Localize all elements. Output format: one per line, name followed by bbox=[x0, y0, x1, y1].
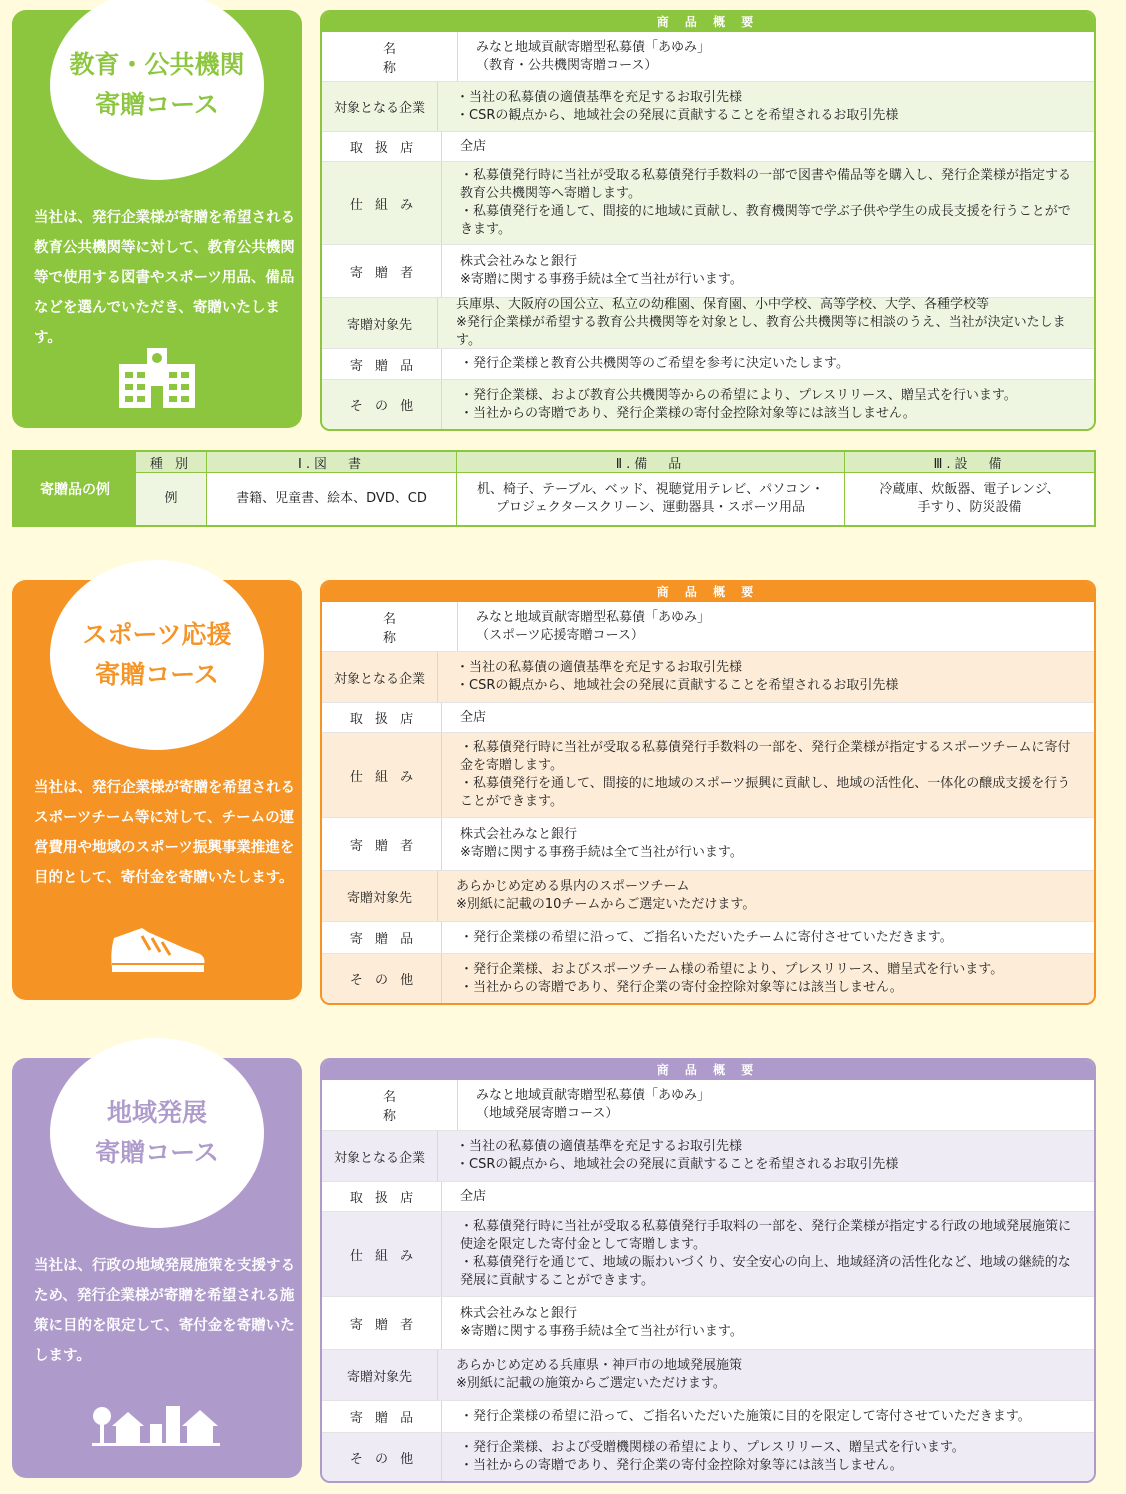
course-title-line2: 寄贈コース bbox=[95, 1138, 219, 1167]
row-key: 対象となる企業 bbox=[322, 82, 438, 131]
education-course-title-badge bbox=[50, 0, 264, 180]
row-value: 株式会社みなと銀行 ※寄贈に関する事務手続は全て当社が行います。 bbox=[460, 254, 743, 287]
row-key: そ の 他 bbox=[322, 380, 442, 429]
examples-label: 寄贈品の例 bbox=[14, 452, 136, 525]
course-title-line1: スポーツ応援 bbox=[82, 620, 232, 649]
table-row bbox=[322, 82, 1094, 132]
row-value: みなと地域貢献寄贈型私募債「あゆみ」 （地域発展寄贈コース） bbox=[476, 1088, 711, 1121]
row-key: 取 扱 店 bbox=[322, 1182, 442, 1211]
row-value: ・発行企業様、および受贈機関様の希望により、プレスリリース、贈呈式を行います。 ・当社からの寄贈であり、発行企業の寄付金控除対象等には該当しません。 bbox=[460, 1440, 965, 1473]
course-title-line1: 教育・公共機関 bbox=[69, 50, 245, 79]
row-value: ・当社の私募債の適債基準を充足するお取引先様 ・CSRの観点から、地域社会の発展に貢献することを希望されるお取引先様 bbox=[456, 1139, 899, 1172]
row-value: 兵庫県、大阪府の国公立、私立の幼稚園、保育園、小中学校、高等学校、大学、各種学校等 ※発行企業様が希望する教育公共機関等を対象とし、教育公共機関等に相談のうえ、当社が決定いたします。 bbox=[456, 297, 1066, 348]
row-value: 全店 bbox=[460, 709, 487, 725]
row-key: 寄贈対象先 bbox=[322, 298, 438, 348]
row-value: ・発行企業様の希望に沿って、ご指名いただいたチームに寄付させていただきます。 bbox=[460, 929, 953, 945]
row-value: ・私募債発行時に当社が受取る私募債発行手数料の一部で図書や備品等を購入し、発行企業様が指定する教育公共機関等へ寄贈します。 ・私募債発行を通して、間接的に地域に貢献し、教育機関等で学ぶ子供や学生の成長支援を行うことができます。 bbox=[460, 168, 1072, 237]
donation-examples-table bbox=[12, 450, 1096, 527]
regional-course-panel bbox=[12, 1058, 302, 1478]
row-value: ・私募債発行時に当社が受取る私募債発行手取料の一部を、発行企業様が指定する行政の地域発展施策に使途を限定した寄付金として寄贈します。 ・私募債発行を通じて、地域の賑わいづくり、安全安心の向上、地域経済の活性化など、地域の継続的な発展に貢献することができます。 bbox=[460, 1219, 1072, 1288]
table-row bbox=[322, 1212, 1094, 1297]
town-icon bbox=[90, 1402, 222, 1450]
row-key: 寄 贈 品 bbox=[322, 922, 442, 953]
row-value: あらかじめ定める県内のスポーツチーム ※別紙に記載の10チームからご選定いただけます。 bbox=[456, 879, 756, 912]
examples-header-facilities: Ⅲ.設 備 bbox=[844, 452, 1094, 472]
table-row bbox=[322, 349, 1094, 380]
row-key: 寄 贈 者 bbox=[322, 1297, 442, 1349]
examples-cell-equipment: 机、椅子、テーブル、ベッド、視聴覚用テレビ、パソコン・ プロジェクタースクリーン、運動器具・スポーツ用品 bbox=[456, 472, 844, 525]
row-value: ・発行企業様の希望に沿って、ご指名いただいた施策に目的を限定して寄付させていただきます。 bbox=[460, 1408, 1031, 1424]
row-key: 仕 組 み bbox=[322, 733, 442, 817]
row-value: 全店 bbox=[460, 138, 487, 154]
row-value: ・当社の私募債の適債基準を充足するお取引先様 ・CSRの観点から、地域社会の発展に貢献することを希望されるお取引先様 bbox=[456, 660, 899, 693]
examples-row-label: 例 bbox=[136, 472, 206, 525]
course-description: 当社は、発行企業様が寄贈を希望されるスポーツチーム等に対して、チームの運営費用や地域のスポーツ振興事業推進を目的として、寄付金を寄贈いたします。 bbox=[34, 780, 295, 886]
table-row bbox=[322, 132, 1094, 162]
row-key: 仕 組 み bbox=[322, 162, 442, 244]
table-row bbox=[322, 298, 1094, 349]
row-value: ・私募債発行時に当社が受取る私募債発行手数料の一部を、発行企業様が指定するスポーツチームに寄付金を寄贈します。 ・私募債発行を通して、間接的に地域のスポーツ振興に貢献し、地域の活性化、一体化の醸成支援を行うことができます。 bbox=[460, 740, 1071, 809]
table-row bbox=[322, 922, 1094, 954]
sports-course-summary-table bbox=[320, 580, 1096, 1005]
row-key: 対象となる企業 bbox=[322, 652, 438, 702]
row-value: ・当社の私募債の適債基準を充足するお取引先様 ・CSRの観点から、地域社会の発展に貢献することを希望されるお取引先様 bbox=[456, 89, 899, 123]
row-value: みなと地域貢献寄贈型私募債「あゆみ」 （スポーツ応援寄贈コース） bbox=[476, 609, 711, 643]
row-key: 寄 贈 者 bbox=[322, 818, 442, 870]
row-key: 取 扱 店 bbox=[322, 703, 442, 732]
table-row bbox=[322, 1350, 1094, 1401]
table-header: 商 品 概 要 bbox=[322, 582, 1094, 602]
row-key: 寄贈対象先 bbox=[322, 871, 438, 921]
examples-header-equipment: Ⅱ.備 品 bbox=[456, 452, 844, 472]
row-value: 株式会社みなと銀行 ※寄贈に関する事務手続は全て当社が行います。 bbox=[460, 827, 743, 860]
row-key: そ の 他 bbox=[322, 1433, 442, 1481]
course-description: 当社は、行政の地域発展施策を支援するため、発行企業様が寄贈を希望される施策に目的を限定して、寄付金を寄贈いたします。 bbox=[34, 1258, 295, 1364]
regional-course-title-badge bbox=[50, 1038, 264, 1228]
row-key: 寄 贈 者 bbox=[322, 245, 442, 297]
row-key: 対象となる企業 bbox=[322, 1131, 438, 1181]
sneaker-icon bbox=[108, 922, 208, 978]
row-key: 取 扱 店 bbox=[322, 132, 442, 161]
row-key: 寄 贈 品 bbox=[322, 349, 442, 379]
row-key: 寄 贈 品 bbox=[322, 1401, 442, 1432]
table-row bbox=[322, 1131, 1094, 1182]
education-course-summary-table bbox=[320, 10, 1096, 431]
table-row bbox=[322, 818, 1094, 871]
table-row bbox=[322, 245, 1094, 298]
regional-course-summary-table bbox=[320, 1058, 1096, 1483]
table-row bbox=[322, 652, 1094, 703]
school-building-icon bbox=[115, 346, 199, 414]
row-key: 寄贈対象先 bbox=[322, 1350, 438, 1400]
row-key: 名 称 bbox=[322, 32, 458, 81]
table-row bbox=[322, 703, 1094, 733]
row-value: あらかじめ定める兵庫県・神戸市の地域発展施策 ※別紙に記載の施策からご選定いただけます。 bbox=[456, 1358, 743, 1391]
course-title-line2: 寄贈コース bbox=[95, 660, 219, 689]
table-row bbox=[322, 380, 1094, 429]
table-row bbox=[322, 1080, 1094, 1131]
course-description: 当社は、発行企業様が寄贈を希望される教育公共機関等に対して、教育公共機関等で使用する図書やスポーツ用品、備品などを選んでいただき、寄贈いたします。 bbox=[34, 210, 295, 346]
table-header: 商 品 概 要 bbox=[322, 1060, 1094, 1080]
course-title-line1: 地域発展 bbox=[106, 1098, 207, 1127]
sports-course-title-badge bbox=[50, 560, 264, 750]
row-value: ・発行企業様、およびスポーツチーム様の希望により、プレスリリース、贈呈式を行います。 ・当社からの寄贈であり、発行企業の寄付金控除対象等には該当しません。 bbox=[460, 961, 1004, 995]
table-row bbox=[322, 733, 1094, 818]
row-key: 仕 組 み bbox=[322, 1212, 442, 1296]
table-row bbox=[322, 1401, 1094, 1433]
sports-course-panel bbox=[12, 580, 302, 1000]
education-course-panel bbox=[12, 10, 302, 428]
table-header: 商 品 概 要 bbox=[322, 12, 1094, 32]
table-row bbox=[322, 162, 1094, 245]
row-key: そ の 他 bbox=[322, 954, 442, 1003]
table-row bbox=[322, 602, 1094, 652]
table-row bbox=[322, 871, 1094, 922]
examples-cell-facilities: 冷蔵庫、炊飯器、電子レンジ、 手すり、防災設備 bbox=[844, 472, 1094, 525]
row-value: 株式会社みなと銀行 ※寄贈に関する事務手続は全て当社が行います。 bbox=[460, 1306, 743, 1339]
row-value: みなと地域貢献寄贈型私募債「あゆみ」 （教育・公共機関寄贈コース） bbox=[476, 39, 711, 73]
examples-cell-books: 書籍、児童書、絵本、DVD、CD bbox=[206, 472, 456, 525]
table-row bbox=[322, 954, 1094, 1003]
row-key: 名 称 bbox=[322, 1080, 458, 1130]
table-row bbox=[322, 32, 1094, 82]
row-value: ・発行企業様と教育公共機関等のご希望を参考に決定いたします。 bbox=[460, 356, 849, 371]
row-value: ・発行企業様、および教育公共機関等からの希望により、プレスリリース、贈呈式を行います。 ・当社からの寄贈であり、発行企業様の寄付金控除対象等には該当しません。 bbox=[460, 387, 1017, 421]
row-key: 名 称 bbox=[322, 602, 458, 651]
table-row bbox=[322, 1297, 1094, 1350]
examples-header-type: 種 別 bbox=[136, 452, 206, 472]
table-row bbox=[322, 1433, 1094, 1481]
examples-header-books: Ⅰ.図 書 bbox=[206, 452, 456, 472]
row-value: 全店 bbox=[460, 1188, 487, 1204]
table-row bbox=[322, 1182, 1094, 1212]
course-title-line2: 寄贈コース bbox=[95, 90, 219, 119]
